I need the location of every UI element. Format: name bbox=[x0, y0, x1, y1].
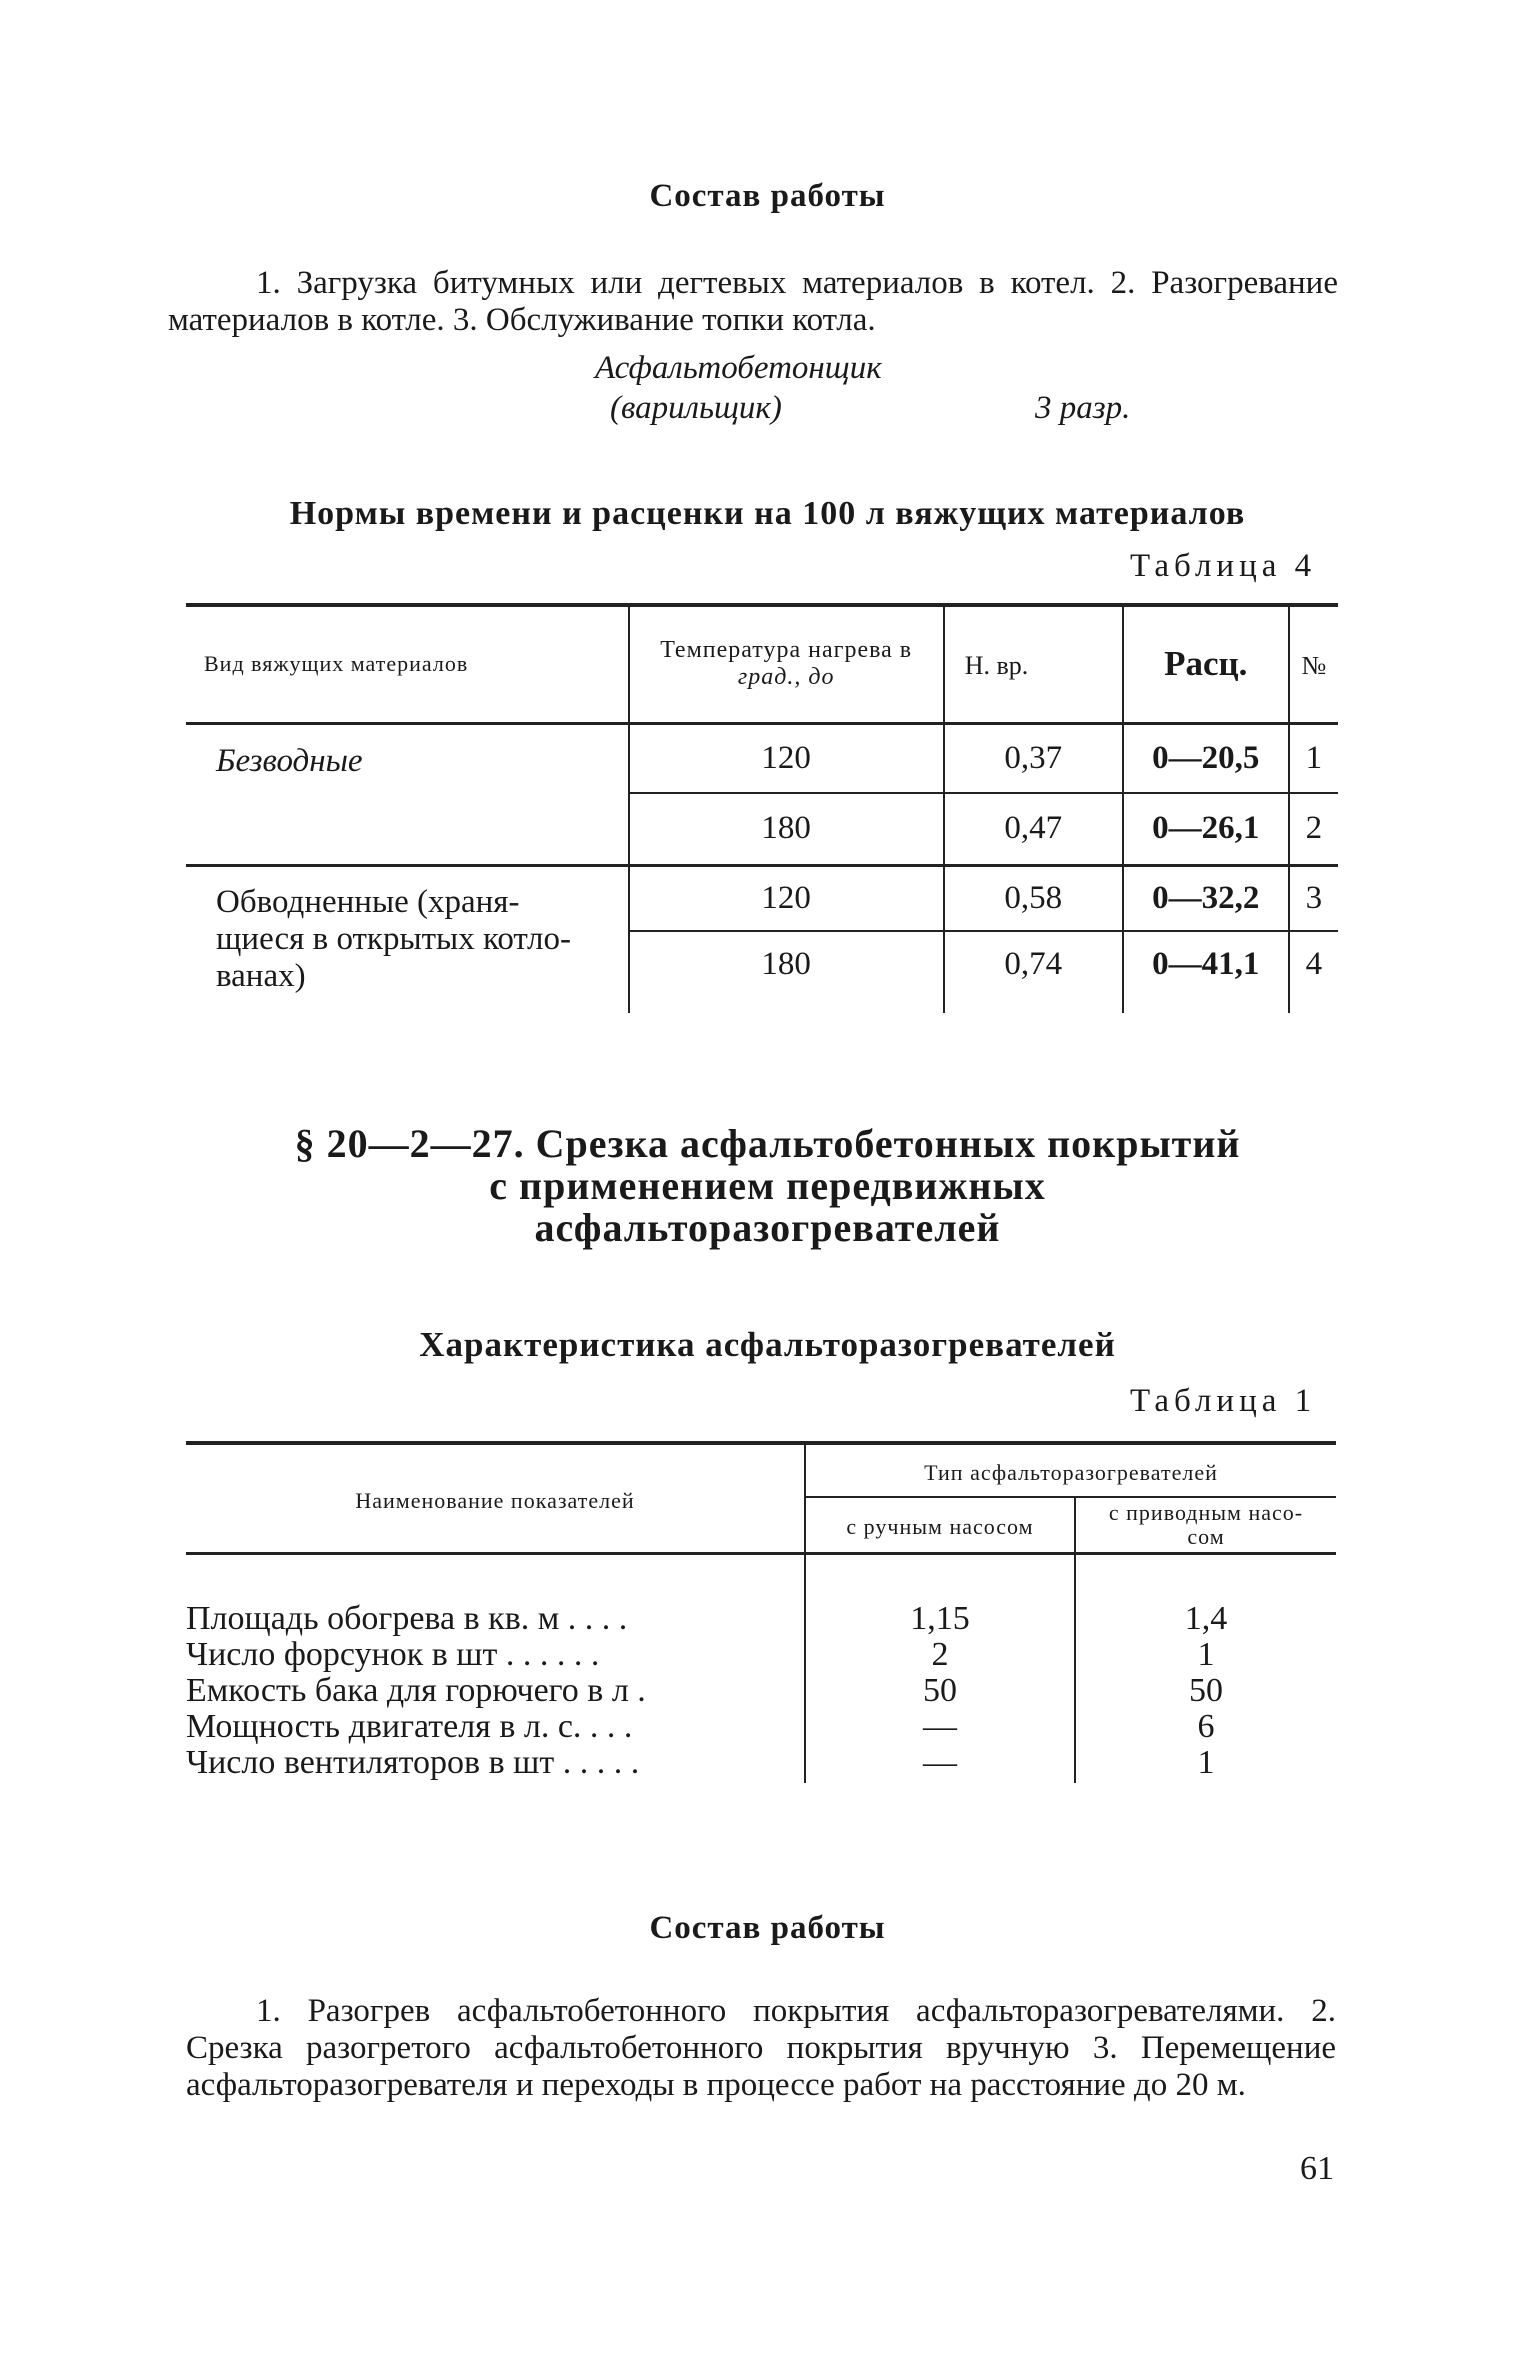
header-temp-line1: Температура нагрева в bbox=[660, 637, 913, 664]
section-title bbox=[0, 1123, 1535, 1249]
worker-grade: 3 разр. bbox=[1035, 390, 1131, 426]
manual-values bbox=[805, 1553, 1075, 1783]
list-item: Мощность двигателя в л. с. . . . bbox=[186, 1707, 633, 1745]
header-material: Вид вяжущих материалов bbox=[204, 651, 469, 677]
group-name: Обводненные (храня- щиеся в открытых котло- ванах) bbox=[216, 884, 571, 995]
cell-norm: 0,74 bbox=[944, 931, 1123, 1013]
cell-rate: 0—20,5 bbox=[1123, 723, 1289, 793]
cell-rate: 0—41,1 bbox=[1123, 931, 1289, 1013]
cell-rate: 0—32,2 bbox=[1123, 865, 1289, 931]
header-num: № bbox=[1289, 605, 1338, 723]
header-indicator: Наименование показателей bbox=[186, 1443, 805, 1553]
section-title-line3: асфальторазогревателей bbox=[534, 1205, 1001, 1250]
table-header-row bbox=[186, 605, 1338, 723]
cell-value: 50 bbox=[1189, 1671, 1223, 1709]
indicator-list bbox=[186, 1553, 805, 1783]
cell-value: — bbox=[923, 1743, 957, 1781]
section-heading-work-2: Состав работы bbox=[649, 1910, 886, 1946]
cell-temp: 180 bbox=[629, 931, 944, 1013]
worker-subtitle: (варильщик) bbox=[610, 390, 782, 426]
cell-temp: 180 bbox=[629, 793, 944, 865]
header-rate: Расц. bbox=[1123, 605, 1289, 723]
table4-label: Таблица 4 bbox=[1130, 548, 1317, 584]
section-title-line2: с применением передвижных bbox=[489, 1163, 1046, 1208]
cell-norm: 0,47 bbox=[944, 793, 1123, 865]
work-description: 1. Загрузка битумных или дегтевых материалов в котел. 2. Разогревание материалов в котле. 3. Обслуживание топки котла. bbox=[168, 265, 1338, 338]
table1-title: Характеристика асфальторазогревателей bbox=[419, 1325, 1116, 1364]
list-item: Число вентиляторов в шт . . . . . bbox=[186, 1743, 640, 1781]
cell-value: 1,4 bbox=[1184, 1599, 1228, 1637]
cell-num: 1 bbox=[1289, 723, 1338, 793]
header-type: Тип асфальторазогревателей bbox=[805, 1443, 1336, 1497]
table4-title: Нормы времени и расценки на 100 л вяжущих материалов bbox=[289, 495, 1246, 532]
list-item: Емкость бака для горючего в л . bbox=[186, 1671, 646, 1709]
cell-value: 1 bbox=[1197, 1743, 1215, 1781]
section-title-line1: § 20—2—27. Срезка асфальтобетонных покрытий bbox=[294, 1121, 1241, 1166]
driven-values bbox=[1075, 1553, 1336, 1783]
characteristics-table bbox=[186, 1441, 1336, 1783]
list-item: Число форсунок в шт . . . . . . bbox=[186, 1635, 600, 1673]
cell-value: 1 bbox=[1197, 1635, 1215, 1673]
cell-num: 2 bbox=[1289, 793, 1338, 865]
header-manual: с ручным насосом bbox=[805, 1497, 1075, 1553]
cell-num: 3 bbox=[1289, 865, 1338, 931]
table-row bbox=[186, 723, 1338, 793]
table-row bbox=[186, 865, 1338, 931]
header-temp-line2: град., до bbox=[737, 664, 835, 691]
table1-label: Таблица 1 bbox=[1130, 1383, 1317, 1419]
cell-value: 50 bbox=[923, 1671, 957, 1709]
list-item: Площадь обогрева в кв. м . . . . bbox=[186, 1599, 628, 1637]
header-temperature bbox=[629, 605, 944, 723]
page-number: 61 bbox=[1300, 2150, 1334, 2187]
cell-value: 1,15 bbox=[910, 1599, 970, 1637]
cell-value: — bbox=[923, 1707, 957, 1745]
work-description-2: 1. Разогрев асфальтобетонного покрытия асфальторазогревателями. 2. Срезка разогретого асфальтобетонного покрытия вручную 3. Перемещение асфальторазогревателя и переходы в процессе работ на расстояние до 20 м. bbox=[186, 1993, 1336, 2103]
cell-value: 6 bbox=[1197, 1707, 1215, 1745]
cell-norm: 0,37 bbox=[944, 723, 1123, 793]
cell-norm: 0,58 bbox=[944, 865, 1123, 931]
cell-temp: 120 bbox=[629, 865, 944, 931]
header-driven: с приводным насо- сом bbox=[1075, 1497, 1336, 1553]
section-heading-work: Состав работы bbox=[649, 178, 886, 214]
table-body bbox=[186, 1553, 1336, 1783]
table-header-row bbox=[186, 1443, 1336, 1497]
cell-rate: 0—26,1 bbox=[1123, 793, 1289, 865]
worker-title: Асфальтобетонщик bbox=[595, 350, 882, 386]
cell-value: 2 bbox=[931, 1635, 949, 1673]
norms-table bbox=[186, 603, 1338, 1013]
group-name: Безводные bbox=[216, 742, 363, 779]
cell-temp: 120 bbox=[629, 723, 944, 793]
cell-num: 4 bbox=[1289, 931, 1338, 1013]
header-norm: Н. вр. bbox=[944, 605, 1123, 723]
